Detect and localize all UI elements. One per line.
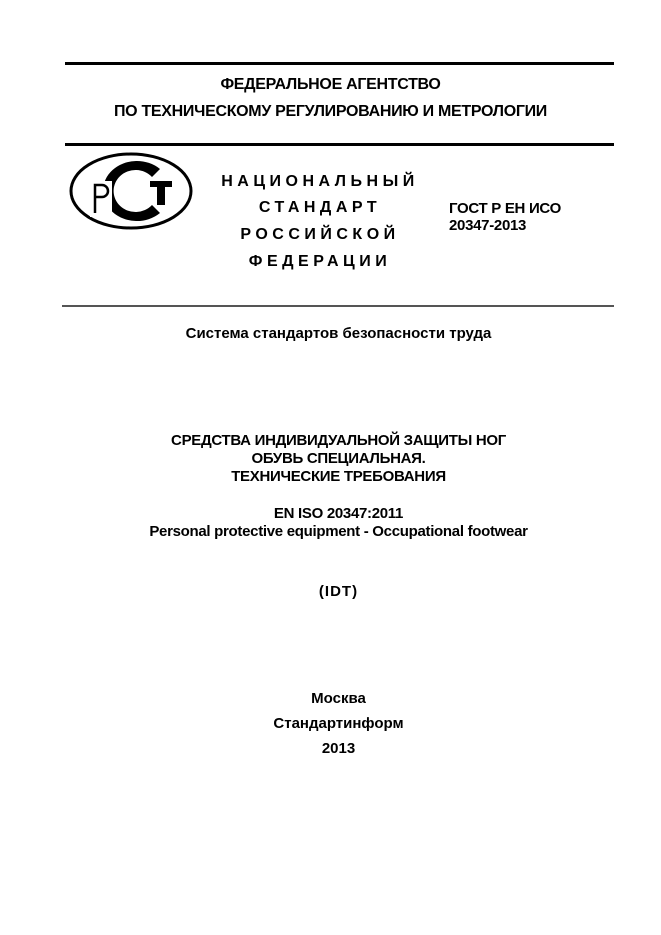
title-line-3: ТЕХНИЧЕСКИЕ ТРЕБОВАНИЯ — [231, 468, 446, 485]
imprint-year: 2013 — [321, 740, 356, 757]
international-code: EN ISO 20347:2011 — [273, 505, 404, 522]
agency-line-1: ФЕДЕРАЛЬНОЕ АГЕНТСТВО — [220, 76, 441, 93]
title-line-1: СРЕДСТВА ИНДИВИДУАЛЬНОЙ ЗАЩИТЫ НОГ — [171, 432, 506, 449]
national-standard-line-4: ФЕДЕРАЦИИ — [248, 253, 392, 270]
imprint-publisher: Стандартинформ — [273, 715, 404, 732]
equivalence: (IDT) — [318, 583, 359, 600]
document-title — [8, 432, 661, 486]
gost-r-logo-icon — [68, 151, 194, 231]
designation — [449, 200, 561, 234]
designation-line-2: 20347-2013 — [449, 217, 527, 234]
designation-line-1: ГОСТ Р ЕН ИСО — [449, 200, 561, 217]
national-standard-line-1: НАЦИОНАЛЬНЫЙ — [221, 173, 419, 190]
top-rule — [65, 62, 614, 65]
title-line-2: ОБУВЬ СПЕЦИАЛЬНАЯ. — [251, 450, 426, 467]
national-standard-line-2: СТАНДАРТ — [258, 199, 382, 216]
second-rule — [65, 143, 614, 146]
agency-line-2: ПО ТЕХНИЧЕСКОМУ РЕГУЛИРОВАНИЮ И МЕТРОЛОГИИ — [113, 103, 548, 120]
international-title: Personal protective equipment - Occupational footwear — [149, 523, 528, 540]
system-title: Система стандартов безопасности труда — [185, 325, 492, 342]
third-rule — [62, 305, 614, 307]
national-standard-line-3: РОССИЙСКОЙ — [240, 226, 400, 243]
imprint-city: Москва — [311, 690, 366, 707]
